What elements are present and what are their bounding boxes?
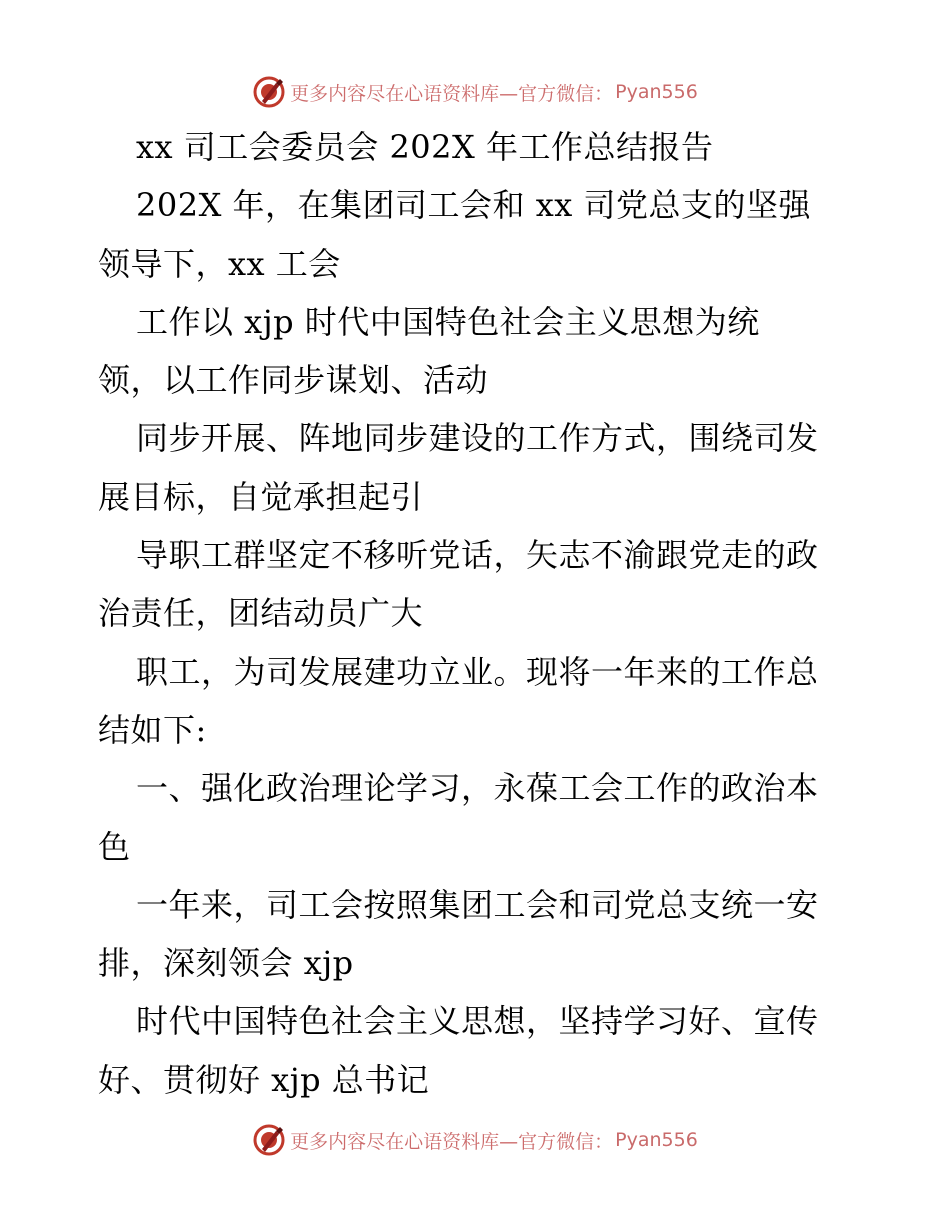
document-line: 一、强化政治理论学习，永葆工会工作的政治本 <box>136 769 819 808</box>
document-line: 展目标，自觉承担起引 <box>98 477 424 516</box>
document-line: 202X 年，在集团司工会和 xx 司党总支的坚强 <box>136 186 811 225</box>
watermark-wechat-id: Pyan556 <box>615 1129 698 1151</box>
document-line: 色 <box>98 827 131 866</box>
document-line: xx 司工会委员会 202X 年工作总结报告 <box>136 128 714 166</box>
document-line: 工作以 xjp 时代中国特色社会主义思想为统 <box>136 302 760 341</box>
document-line: 结如下: <box>98 710 207 749</box>
document-line: 职工，为司发展建功立业。现将一年来的工作总 <box>136 652 819 691</box>
document-line: 排，深刻领会 xjp <box>98 944 354 983</box>
watermark-wechat-id: Pyan556 <box>615 81 698 103</box>
document-line: 导职工群坚定不移听党话，矢志不渝跟党走的政 <box>136 536 819 575</box>
pen-seal-logo-icon <box>252 75 286 109</box>
document-line: 时代中国特色社会主义思想，坚持学习好、宣传 <box>136 1002 819 1041</box>
footer-watermark <box>0 1120 950 1160</box>
document-line: 领，以工作同步谋划、活动 <box>98 361 489 400</box>
document-body <box>98 118 858 1109</box>
header-watermark <box>0 72 950 112</box>
document-line: 好、贯彻好 xjp 总书记 <box>98 1060 430 1099</box>
document-line: 治责任，团结动员广大 <box>98 594 424 633</box>
document-line: 领导下，xx 工会 <box>98 244 341 283</box>
document-line: 一年来，司工会按照集团工会和司党总支统一安 <box>136 885 819 924</box>
document-line: 同步开展、阵地同步建设的工作方式，围绕司发 <box>136 419 819 458</box>
pen-seal-logo-icon <box>252 1123 286 1157</box>
watermark-text: 更多内容尽在心语资料库—官方微信： <box>290 82 614 105</box>
watermark-text: 更多内容尽在心语资料库—官方微信： <box>290 1130 614 1153</box>
